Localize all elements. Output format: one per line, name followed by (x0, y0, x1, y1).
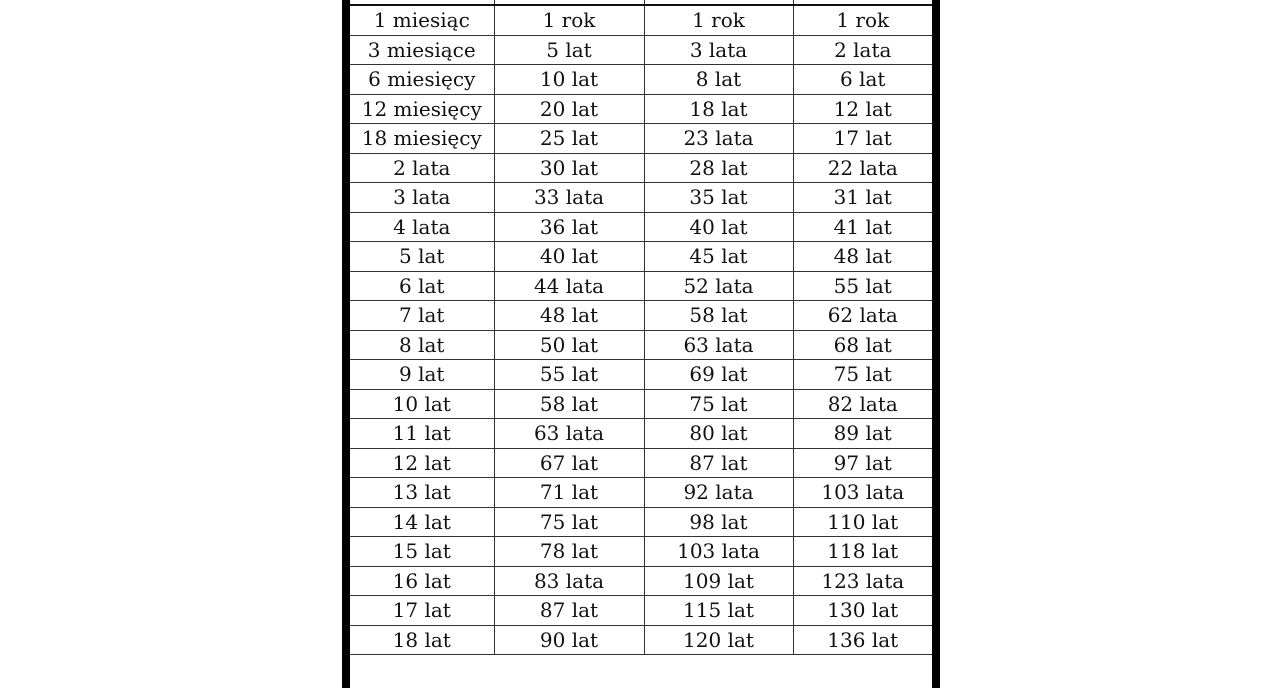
equivalent-age-cell: 110 lat (793, 507, 932, 537)
age-cell: 3 lata (350, 183, 494, 213)
age-cell: 14 lat (350, 507, 494, 537)
table-row (350, 212, 932, 242)
age-cell: 18 lat (350, 625, 494, 655)
equivalent-age-cell: 63 lata (644, 330, 793, 360)
equivalent-age-cell: 58 lat (494, 389, 644, 419)
equivalent-age-cell: 17 lat (793, 124, 932, 154)
equivalent-age-cell: 20 lat (494, 94, 644, 124)
equivalent-age-cell: 90 lat (494, 625, 644, 655)
age-cell: 10 lat (350, 389, 494, 419)
equivalent-age-cell: 36 lat (494, 212, 644, 242)
equivalent-age-cell: 87 lat (644, 448, 793, 478)
equivalent-age-cell: 44 lata (494, 271, 644, 301)
table-body (350, 0, 932, 655)
equivalent-age-cell: 67 lat (494, 448, 644, 478)
equivalent-age-cell: 78 lat (494, 537, 644, 567)
equivalent-age-cell: 12 lat (793, 94, 932, 124)
age-cell: 4 lata (350, 212, 494, 242)
equivalent-age-cell: 83 lata (494, 566, 644, 596)
equivalent-age-cell: 30 lat (494, 153, 644, 183)
equivalent-age-cell: 5 lat (494, 35, 644, 65)
equivalent-age-cell: 1 rok (494, 5, 644, 35)
age-cell: 7 lat (350, 301, 494, 331)
age-cell: 6 lat (350, 271, 494, 301)
equivalent-age-cell: 1 rok (793, 5, 932, 35)
equivalent-age-cell: 50 lat (494, 330, 644, 360)
equivalent-age-cell: 89 lat (793, 419, 932, 449)
equivalent-age-cell: 22 lata (793, 153, 932, 183)
age-cell: 12 lat (350, 448, 494, 478)
age-cell: 12 miesięcy (350, 94, 494, 124)
age-cell: 6 miesięcy (350, 65, 494, 95)
table-row (350, 271, 932, 301)
age-cell: 2 lata (350, 153, 494, 183)
equivalent-age-cell: 55 lat (494, 360, 644, 390)
table-row (350, 566, 932, 596)
equivalent-age-cell: 52 lata (644, 271, 793, 301)
table-row (350, 360, 932, 390)
equivalent-age-cell: 25 lat (494, 124, 644, 154)
table-row (350, 448, 932, 478)
equivalent-age-cell: 98 lat (644, 507, 793, 537)
age-cell: 16 lat (350, 566, 494, 596)
equivalent-age-cell: 31 lat (793, 183, 932, 213)
table-row (350, 183, 932, 213)
table-row (350, 419, 932, 449)
equivalent-age-cell: 75 lat (644, 389, 793, 419)
equivalent-age-cell: 40 lat (494, 242, 644, 272)
equivalent-age-cell: 23 lata (644, 124, 793, 154)
equivalent-age-cell: 136 lat (793, 625, 932, 655)
age-cell: 15 lat (350, 537, 494, 567)
age-conversion-table-frame (342, 0, 940, 688)
equivalent-age-cell: 62 lata (793, 301, 932, 331)
equivalent-age-cell: 69 lat (644, 360, 793, 390)
age-cell: 13 lat (350, 478, 494, 508)
equivalent-age-cell: 8 lat (644, 65, 793, 95)
table-row (350, 389, 932, 419)
equivalent-age-cell: 45 lat (644, 242, 793, 272)
table-row (350, 153, 932, 183)
equivalent-age-cell: 55 lat (793, 271, 932, 301)
table-row (350, 94, 932, 124)
table-row (350, 301, 932, 331)
equivalent-age-cell: 35 lat (644, 183, 793, 213)
equivalent-age-cell: 120 lat (644, 625, 793, 655)
equivalent-age-cell: 3 lata (644, 35, 793, 65)
equivalent-age-cell: 103 lata (644, 537, 793, 567)
table-row (350, 537, 932, 567)
age-cell: 18 miesięcy (350, 124, 494, 154)
age-conversion-table (350, 0, 932, 655)
equivalent-age-cell: 6 lat (793, 65, 932, 95)
age-cell: 3 miesiące (350, 35, 494, 65)
equivalent-age-cell: 82 lata (793, 389, 932, 419)
equivalent-age-cell: 33 lata (494, 183, 644, 213)
table-row (350, 35, 932, 65)
equivalent-age-cell: 80 lat (644, 419, 793, 449)
table-row (350, 5, 932, 35)
equivalent-age-cell: 68 lat (793, 330, 932, 360)
equivalent-age-cell: 123 lata (793, 566, 932, 596)
equivalent-age-cell: 10 lat (494, 65, 644, 95)
equivalent-age-cell: 18 lat (644, 94, 793, 124)
equivalent-age-cell: 109 lat (644, 566, 793, 596)
equivalent-age-cell: 41 lat (793, 212, 932, 242)
equivalent-age-cell: 48 lat (793, 242, 932, 272)
equivalent-age-cell: 28 lat (644, 153, 793, 183)
age-cell: 1 miesiąc (350, 5, 494, 35)
table-row (350, 330, 932, 360)
equivalent-age-cell: 75 lat (793, 360, 932, 390)
equivalent-age-cell: 1 rok (644, 5, 793, 35)
equivalent-age-cell: 130 lat (793, 596, 932, 626)
equivalent-age-cell: 48 lat (494, 301, 644, 331)
age-cell: 8 lat (350, 330, 494, 360)
equivalent-age-cell: 2 lata (793, 35, 932, 65)
equivalent-age-cell: 92 lata (644, 478, 793, 508)
age-cell: 11 lat (350, 419, 494, 449)
age-cell: 9 lat (350, 360, 494, 390)
age-cell: 17 lat (350, 596, 494, 626)
table-row (350, 124, 932, 154)
equivalent-age-cell: 118 lat (793, 537, 932, 567)
equivalent-age-cell: 115 lat (644, 596, 793, 626)
table-row (350, 507, 932, 537)
age-cell: 5 lat (350, 242, 494, 272)
table-row (350, 478, 932, 508)
table-row (350, 242, 932, 272)
equivalent-age-cell: 71 lat (494, 478, 644, 508)
equivalent-age-cell: 97 lat (793, 448, 932, 478)
equivalent-age-cell: 63 lata (494, 419, 644, 449)
equivalent-age-cell: 58 lat (644, 301, 793, 331)
equivalent-age-cell: 75 lat (494, 507, 644, 537)
equivalent-age-cell: 103 lata (793, 478, 932, 508)
equivalent-age-cell: 87 lat (494, 596, 644, 626)
equivalent-age-cell: 40 lat (644, 212, 793, 242)
table-row (350, 65, 932, 95)
table-row (350, 596, 932, 626)
